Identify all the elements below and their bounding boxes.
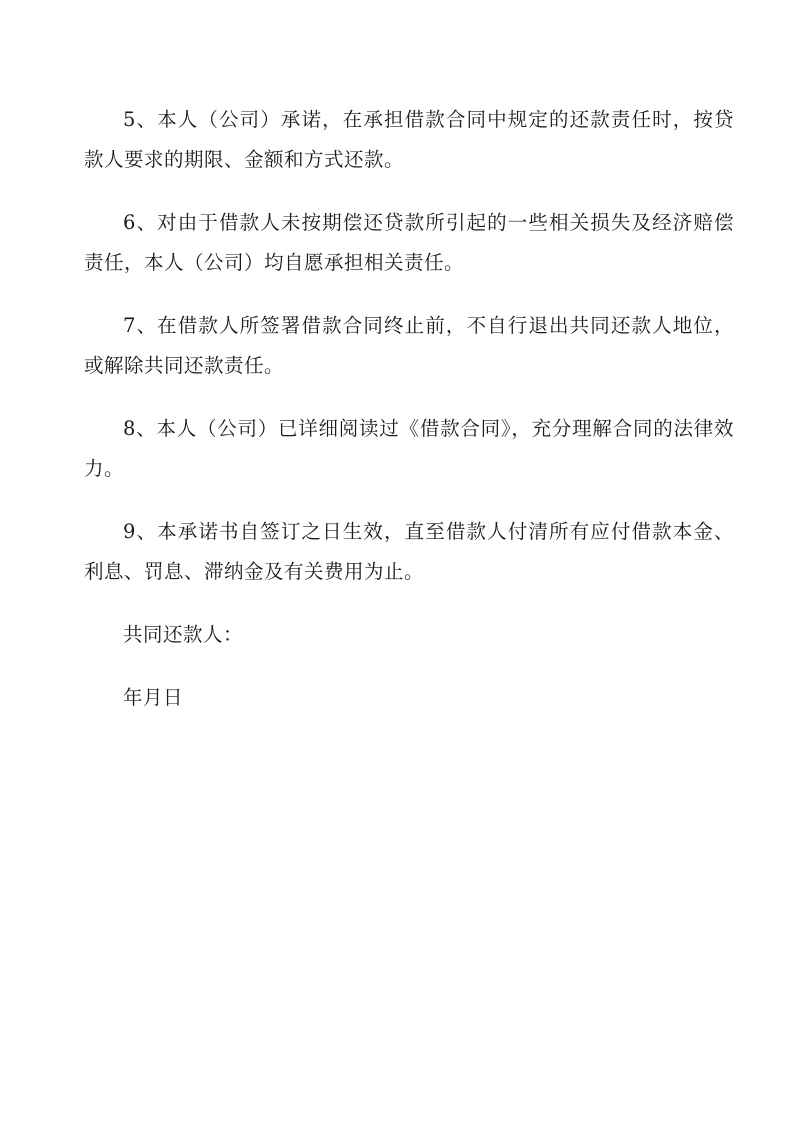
document-body — [84, 100, 734, 741]
clause-6: 6、对由于借款人未按期偿还贷款所引起的一些相关损失及经济赔偿责任，本人（公司）均自愿承担相关责任。 — [84, 211, 734, 274]
clause-5: 5、本人（公司）承诺，在承担借款合同中规定的还款责任时，按贷款人要求的期限、金额和方式还款。 — [84, 108, 734, 171]
date-label: 年月日 — [123, 686, 184, 709]
clause-8: 8、本人（公司）已详细阅读过《借款合同》，充分理解合同的法律效力。 — [84, 417, 734, 480]
clause-7: 7、在借款人所签署借款合同终止前，不自行退出共同还款人地位，或解除共同还款责任。 — [84, 314, 734, 377]
clause-9: 9、本承诺书自签订之日生效，直至借款人付清所有应付借款本金、利息、罚息、滞纳金及有关费用为止。 — [84, 520, 734, 583]
signature-label: 共同还款人： — [123, 623, 244, 646]
